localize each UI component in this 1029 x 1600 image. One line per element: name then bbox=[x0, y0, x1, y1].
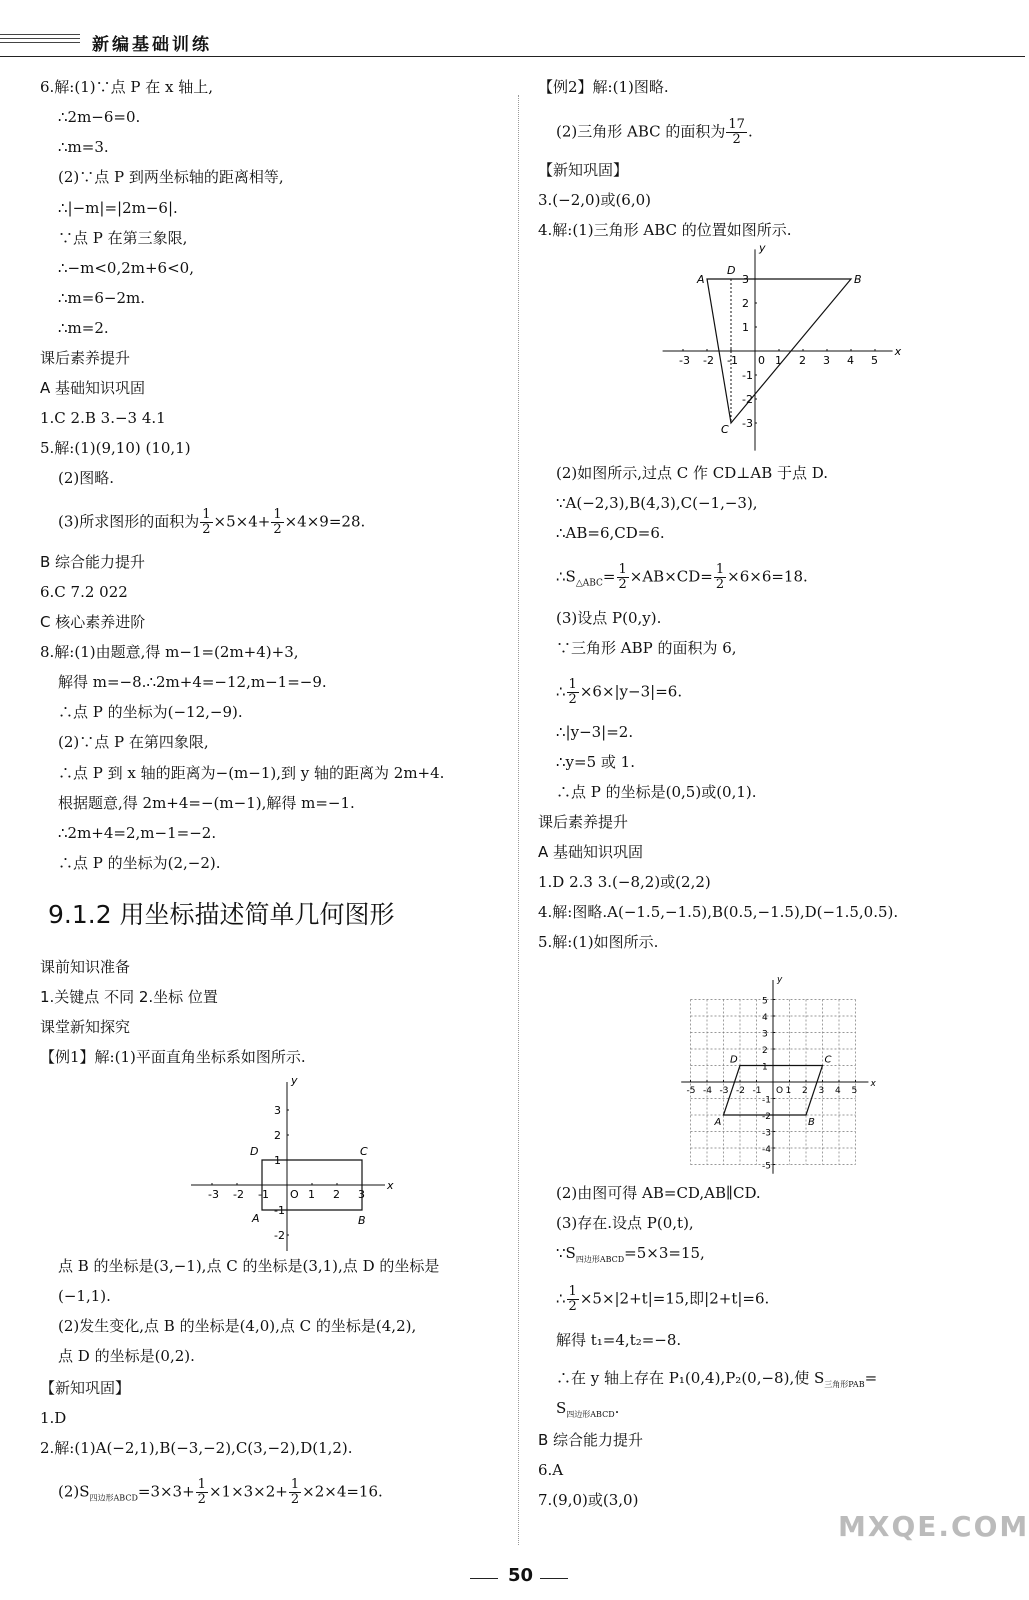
section-heading: B 综合能力提升 bbox=[538, 1431, 644, 1449]
text-line: 2.解:(1)A(−2,1),B(−3,−2),C(3,−2),D(1,2). bbox=[40, 1439, 353, 1457]
formula-text: . bbox=[747, 122, 753, 141]
text-line: 6.C 7.2 022 bbox=[40, 583, 128, 601]
formula-line bbox=[556, 1285, 769, 1314]
point-label-b: B bbox=[854, 273, 862, 286]
text-line: 1.D 2.3 3.(−8,2)或(2,2) bbox=[538, 873, 711, 891]
figure-1-coordinate-plane bbox=[175, 1075, 395, 1245]
footer-dash-right bbox=[540, 1578, 568, 1579]
formula-text: ∵S bbox=[556, 1244, 576, 1262]
section-heading: 课后素养提升 bbox=[538, 813, 629, 831]
text-line: ∴点 P 到 x 轴的距离为−(m−1),到 y 轴的距离为 2m+4. bbox=[58, 764, 445, 782]
fraction: $\frac{17}{2}$ bbox=[728, 117, 745, 147]
origin-label: O bbox=[290, 1188, 299, 1201]
x-tick-label: 1 bbox=[308, 1188, 315, 1201]
text-line: ∴|−m|=|2m−6|. bbox=[58, 199, 178, 217]
text-line: 点 B 的坐标是(3,−1),点 C 的坐标是(3,1),点 D 的坐标是 bbox=[58, 1257, 440, 1275]
y-tick-label: -2 bbox=[762, 1112, 771, 1122]
formula-line bbox=[556, 1243, 705, 1270]
formula-text: (3)所求图形的面积为 bbox=[58, 512, 200, 531]
text-line: ∴AB=6,CD=6. bbox=[556, 524, 665, 542]
text-line: (2)∵点 P 到两坐标轴的距离相等, bbox=[58, 168, 284, 186]
x-tick-label: 5 bbox=[851, 1086, 858, 1096]
y-axis-label: y bbox=[759, 241, 766, 255]
y-tick-label: -3 bbox=[762, 1128, 771, 1139]
y-tick-label: -1 bbox=[274, 1204, 285, 1217]
point-label-d: D bbox=[730, 1054, 738, 1066]
text-line: ∴点 P 的坐标为(2,−2). bbox=[58, 854, 221, 872]
point-label-c: C bbox=[360, 1145, 368, 1158]
x-axis-label: x bbox=[387, 1179, 394, 1192]
text-line: 5.解:(1)如图所示. bbox=[538, 933, 659, 951]
y-tick-label: -1 bbox=[762, 1095, 771, 1106]
y-tick-label: 1 bbox=[742, 321, 749, 334]
fraction: $\frac{1}{2}$ bbox=[197, 1477, 206, 1507]
text-line: (2)∵点 P 在第四象限, bbox=[58, 733, 209, 751]
formula-text: ×2×4=16. bbox=[302, 1482, 383, 1501]
footer-dash-left bbox=[470, 1578, 498, 1579]
text-line: 7.(9,0)或(3,0) bbox=[538, 1491, 639, 1509]
text-line: 【例2】解:(1)图略. bbox=[538, 78, 669, 96]
text-line: 1.关键点 不同 2.坐标 位置 bbox=[40, 988, 218, 1006]
formula-text: =5×3=15, bbox=[624, 1244, 705, 1262]
page-number: 50 bbox=[508, 1565, 534, 1586]
y-tick-label: -3 bbox=[742, 417, 753, 430]
formula-line bbox=[556, 1398, 619, 1425]
x-tick-label: -3 bbox=[679, 354, 690, 367]
section-title: 9.1.2 用坐标描述简单几何图形 bbox=[48, 900, 395, 929]
formula-text: S bbox=[556, 1399, 567, 1417]
x-tick-label: -1 bbox=[258, 1188, 269, 1201]
x-tick-label: -3 bbox=[719, 1086, 729, 1096]
point-label-b: B bbox=[808, 1117, 815, 1128]
header-decoration bbox=[0, 32, 80, 48]
text-line: ∵三角形 ABP 的面积为 6, bbox=[556, 639, 737, 657]
text-line: (3)设点 P(0,y). bbox=[556, 609, 662, 627]
section-heading: C 核心素养进阶 bbox=[40, 613, 146, 631]
y-tick-label: -2 bbox=[274, 1229, 285, 1242]
origin-label: 0 bbox=[758, 354, 765, 367]
formula-text: ×1×3×2+ bbox=[208, 1482, 288, 1501]
fraction: $\frac{1}{2}$ bbox=[202, 507, 211, 537]
x-tick-label: 4 bbox=[835, 1086, 841, 1096]
fraction: $\frac{1}{2}$ bbox=[273, 507, 282, 537]
x-tick-label: 3 bbox=[818, 1086, 825, 1096]
y-tick-label: -1 bbox=[742, 369, 753, 382]
point-label-c: C bbox=[824, 1054, 832, 1066]
y-axis-label: y bbox=[777, 974, 783, 985]
text-line: 解得 t₁=4,t₂=−8. bbox=[556, 1331, 682, 1349]
x-tick-label: -2 bbox=[703, 354, 714, 367]
y-tick-label: 3 bbox=[742, 273, 749, 286]
y-tick-label: 3 bbox=[274, 1104, 281, 1117]
fraction: $\frac{1}{2}$ bbox=[290, 1477, 300, 1507]
x-tick-label: 3 bbox=[358, 1188, 365, 1201]
formula-text: ×AB×CD= bbox=[629, 567, 713, 586]
text-line: 6.解:(1)∵点 P 在 x 轴上, bbox=[40, 78, 214, 96]
x-tick-label: 3 bbox=[823, 354, 830, 367]
y-tick-label: -2 bbox=[742, 393, 753, 406]
formula-text: (2)三角形 ABC 的面积为 bbox=[556, 122, 726, 141]
x-tick-label: -2 bbox=[233, 1188, 244, 1201]
subscript: 四边形ABCD bbox=[566, 1410, 615, 1419]
section-heading: A 基础知识巩固 bbox=[538, 843, 644, 861]
formula-text: ×6×6=18. bbox=[727, 567, 808, 586]
formula-text: = bbox=[864, 1369, 878, 1387]
y-tick-label: 5 bbox=[762, 996, 768, 1007]
subscript: 三角形PAB bbox=[824, 1380, 865, 1389]
subscript: 四边形ABCD bbox=[89, 1493, 138, 1503]
section-heading: 课后素养提升 bbox=[40, 349, 131, 367]
x-tick-label: -3 bbox=[208, 1188, 219, 1201]
x-tick-label: 2 bbox=[799, 354, 806, 367]
header-rule bbox=[0, 56, 1025, 57]
text-line: ∴−m<0,2m+6<0, bbox=[58, 259, 194, 277]
x-tick-label: 2 bbox=[333, 1188, 340, 1201]
text-line: (2)图略. bbox=[58, 469, 115, 487]
text-line: 点 D 的坐标是(0,2). bbox=[58, 1347, 195, 1365]
point-label-d: D bbox=[727, 264, 736, 277]
formula-line bbox=[58, 508, 365, 537]
text-line: ∴点 P 的坐标是(0,5)或(0,1). bbox=[556, 783, 757, 801]
text-line: ∴m=2. bbox=[58, 319, 109, 337]
x-axis-label: x bbox=[894, 345, 902, 358]
y-tick-label: 4 bbox=[762, 1013, 768, 1023]
text-line: ∴点 P 的坐标为(−12,−9). bbox=[58, 703, 243, 721]
text-line: 【例1】解:(1)平面直角坐标系如图所示. bbox=[40, 1048, 306, 1066]
y-tick-label: -4 bbox=[762, 1145, 771, 1155]
header-title: 新编基础训练 bbox=[92, 35, 212, 55]
watermark: MXQE.COM bbox=[838, 1510, 1029, 1543]
x-tick-label: -1 bbox=[752, 1086, 762, 1096]
text-line: (3)存在.设点 P(0,t), bbox=[556, 1214, 694, 1232]
formula-text: ∴ bbox=[556, 682, 566, 701]
fraction: $\frac{1}{2}$ bbox=[568, 1284, 577, 1314]
text-line: ∴|y−3|=2. bbox=[556, 723, 634, 741]
formula-text: (2)S bbox=[58, 1482, 90, 1501]
fraction: $\frac{1}{2}$ bbox=[568, 677, 577, 707]
formula-line bbox=[58, 1478, 383, 1509]
text-line: 6.A bbox=[538, 1461, 564, 1479]
y-tick-label: 1 bbox=[274, 1154, 281, 1167]
figure-2-triangle-abc bbox=[650, 241, 902, 450]
x-tick-label: 4 bbox=[847, 354, 854, 367]
y-tick-label: -5 bbox=[762, 1161, 771, 1172]
text-line: 4.解:图略.A(−1.5,−1.5),B(0.5,−1.5),D(−1.5,0.5). bbox=[538, 903, 899, 921]
fraction: $\frac{1}{2}$ bbox=[715, 562, 725, 592]
point-label-a: A bbox=[697, 273, 705, 286]
text-line: 8.解:(1)由题意,得 m−1=(2m+4)+3, bbox=[40, 643, 299, 661]
formula-line bbox=[556, 118, 753, 147]
section-heading: 课前知识准备 bbox=[40, 958, 131, 976]
formula-text: . bbox=[614, 1399, 620, 1417]
point-label-c: C bbox=[721, 423, 729, 436]
point-label-b: B bbox=[358, 1214, 366, 1227]
text-line: 解得 m=−8.∴2m+4=−12,m−1=−9. bbox=[58, 673, 327, 691]
x-axis-label: x bbox=[870, 1079, 876, 1089]
text-line: ∴m=6−2m. bbox=[58, 289, 145, 307]
x-tick-label: 5 bbox=[871, 354, 878, 367]
y-tick-label: 2 bbox=[742, 297, 749, 310]
section-heading: A 基础知识巩固 bbox=[40, 379, 146, 397]
text-line: ∴m=3. bbox=[58, 138, 109, 156]
text-line: (2)如图所示,过点 C 作 CD⊥AB 于点 D. bbox=[556, 464, 829, 482]
formula-line bbox=[556, 1368, 877, 1395]
text-line: 4.解:(1)三角形 ABC 的位置如图所示. bbox=[538, 221, 792, 239]
section-heading: 【新知巩固】 bbox=[40, 1379, 131, 1397]
formula-text: ×6×|y−3|=6. bbox=[579, 682, 683, 701]
formula-line bbox=[556, 678, 682, 707]
text-line: 根据题意,得 2m+4=−(m−1),解得 m=−1. bbox=[58, 794, 355, 812]
text-line: ∴y=5 或 1. bbox=[556, 753, 635, 771]
formula-text: ∴在 y 轴上存在 P₁(0,4),P₂(0,−8),使 S bbox=[556, 1369, 825, 1387]
text-line: (2)发生变化,点 B 的坐标是(4,0),点 C 的坐标是(4,2), bbox=[58, 1317, 417, 1335]
x-tick-label: 1 bbox=[785, 1086, 792, 1096]
origin-label: O bbox=[776, 1086, 784, 1096]
y-tick-label: 3 bbox=[762, 1029, 768, 1040]
fig1-group bbox=[191, 1074, 394, 1251]
column-divider bbox=[518, 95, 519, 1545]
text-line: 1.C 2.B 3.−3 4.1 bbox=[40, 409, 166, 427]
x-tick-label: 2 bbox=[802, 1086, 808, 1096]
x-tick-label: -2 bbox=[736, 1086, 745, 1096]
text-line: ∴2m+4=2,m−1=−2. bbox=[58, 824, 217, 842]
x-tick-label: -5 bbox=[686, 1086, 696, 1096]
figure-3-grid-parallelogram bbox=[675, 975, 875, 1170]
formula-text: ∴S bbox=[556, 567, 576, 586]
x-tick-label: -1 bbox=[727, 354, 738, 367]
y-tick-label: 2 bbox=[274, 1129, 281, 1142]
point-label-a: A bbox=[714, 1117, 722, 1128]
formula-text: ×5×4+ bbox=[213, 512, 271, 531]
formula-text: ∴ bbox=[556, 1289, 566, 1308]
formula-text: ×5×|2+t|=15,即|2+t|=6. bbox=[579, 1289, 770, 1308]
formula-line bbox=[556, 563, 808, 594]
formula-text: = bbox=[602, 567, 616, 586]
subscript: 四边形ABCD bbox=[575, 1255, 625, 1264]
x-tick-label: -4 bbox=[703, 1086, 712, 1096]
formula-text: ×4×9=28. bbox=[284, 512, 366, 531]
y-axis-label: y bbox=[291, 1074, 298, 1087]
x-tick-label: 1 bbox=[775, 354, 782, 367]
y-tick-label: 2 bbox=[762, 1046, 768, 1056]
point-label-a: A bbox=[252, 1212, 260, 1225]
section-heading: B 综合能力提升 bbox=[40, 553, 146, 571]
text-line: 1.D bbox=[40, 1409, 67, 1427]
text-line: ∴2m−6=0. bbox=[58, 108, 141, 126]
subscript: △ABC bbox=[575, 578, 603, 589]
y-tick-label: 1 bbox=[762, 1062, 768, 1073]
text-line: ∵点 P 在第三象限, bbox=[58, 229, 188, 247]
text-line: 5.解:(1)(9,10) (10,1) bbox=[40, 439, 191, 457]
text-line: (−1,1). bbox=[58, 1287, 111, 1305]
section-heading: 课堂新知探究 bbox=[40, 1018, 131, 1036]
point-label-d: D bbox=[250, 1145, 259, 1158]
text-line: 3.(−2,0)或(6,0) bbox=[538, 191, 651, 209]
text-line: (2)由图可得 AB=CD,AB∥CD. bbox=[556, 1184, 761, 1202]
section-heading: 【新知巩固】 bbox=[538, 161, 629, 179]
text-line: ∵A(−2,3),B(4,3),C(−1,−3), bbox=[556, 494, 758, 512]
formula-text: =3×3+ bbox=[137, 1482, 195, 1501]
fraction: $\frac{1}{2}$ bbox=[618, 562, 627, 592]
